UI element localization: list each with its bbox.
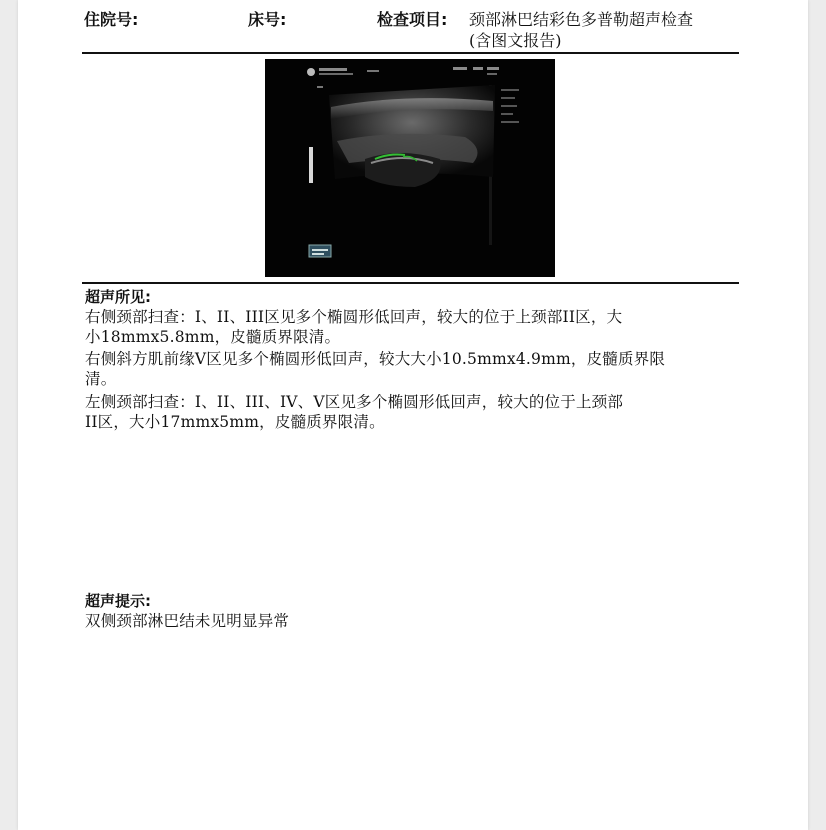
ultrasound-image [265, 59, 555, 277]
finding-line: II区，大小17mmx5mm，皮髓质界限清。 [85, 413, 385, 431]
exam-item-label: 检查项目: [377, 10, 448, 29]
finding-line: 清。 [85, 370, 117, 388]
exam-item-value-line1: 颈部淋巴结彩色多普勒超声检查 [469, 10, 694, 29]
impression-text: 双侧颈部淋巴结未见明显异常 [85, 612, 290, 630]
finding-line: 右侧颈部扫查：I、II、III区见多个椭圆形低回声，较大的位于上颈部II区，大 [85, 308, 623, 326]
finding-line: 小18mmx5.8mm，皮髓质界限清。 [85, 328, 341, 346]
bed-number-label: 床号: [248, 10, 287, 29]
header-divider [82, 52, 739, 54]
finding-line: 右侧斜方肌前缘V区见多个椭圆形低回声，较大大小10.5mmx4.9mm，皮髓质界限 [85, 350, 666, 368]
ultrasound-scan-graphic [265, 59, 555, 277]
exam-item-value-line2: (含图文报告) [469, 31, 562, 50]
image-divider [82, 282, 739, 284]
report-page [18, 0, 808, 830]
impression-title: 超声提示: [85, 592, 151, 610]
finding-line: 左侧颈部扫查：I、II、III、IV、V区见多个椭圆形低回声，较大的位于上颈部 [85, 393, 624, 411]
findings-title: 超声所见: [85, 288, 151, 306]
admission-number-label: 住院号: [84, 10, 139, 29]
